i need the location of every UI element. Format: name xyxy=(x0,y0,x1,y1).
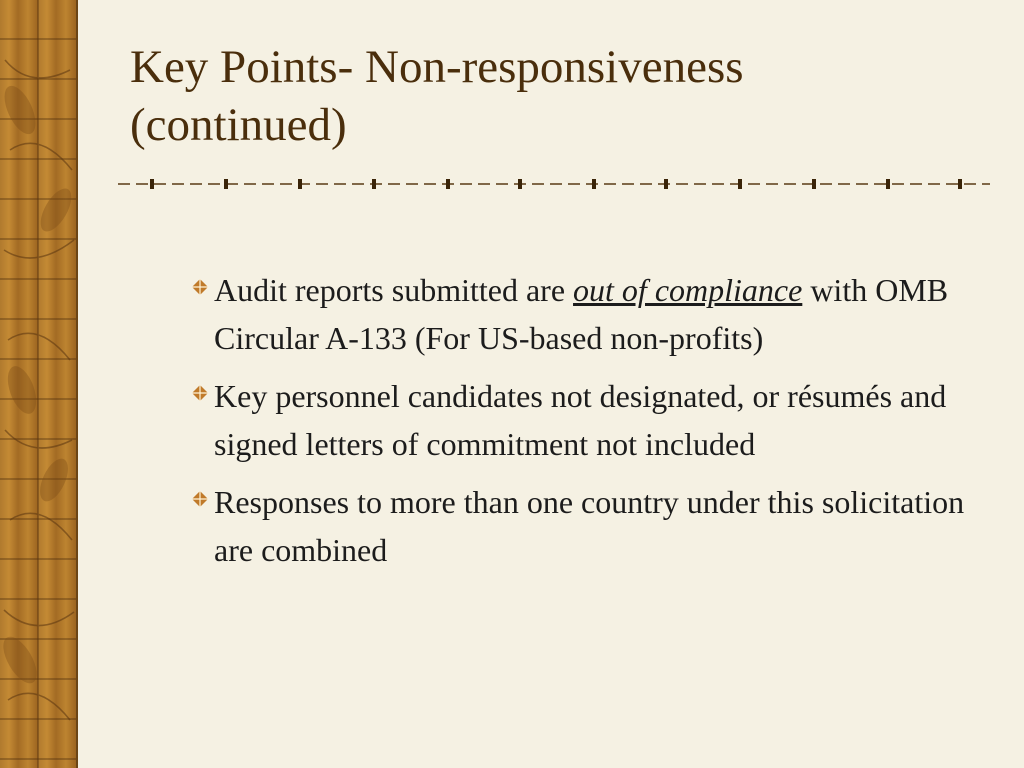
list-item xyxy=(192,478,982,574)
decorative-leaf-strip xyxy=(0,0,78,768)
diamond-bullet-icon xyxy=(192,385,208,401)
bullet-text: Responses to more than one country under this solicitation are combined xyxy=(214,484,965,568)
slide-title xyxy=(130,38,990,154)
title-line-2: (continued) xyxy=(130,99,347,151)
dashed-divider xyxy=(118,176,990,192)
leaf-pattern-icon xyxy=(0,0,78,768)
bullet-text-continued: with OMB Circular A-133 (For US-based non-profits) xyxy=(214,272,949,356)
list-item xyxy=(192,372,982,468)
bullet-list xyxy=(192,266,982,584)
emphasis-text: out of compliance xyxy=(573,272,803,308)
bullet-text: Key personnel candidates not designated, or résumés and signed letters of commitment not included xyxy=(214,378,947,462)
title-line-1: Key Points- Non-responsiveness xyxy=(130,41,744,93)
strip-edge xyxy=(76,0,78,768)
bullet-text: Audit reports submitted are xyxy=(214,272,574,308)
list-item xyxy=(192,266,982,362)
diamond-bullet-icon xyxy=(192,491,208,507)
diamond-bullet-icon xyxy=(192,279,208,295)
